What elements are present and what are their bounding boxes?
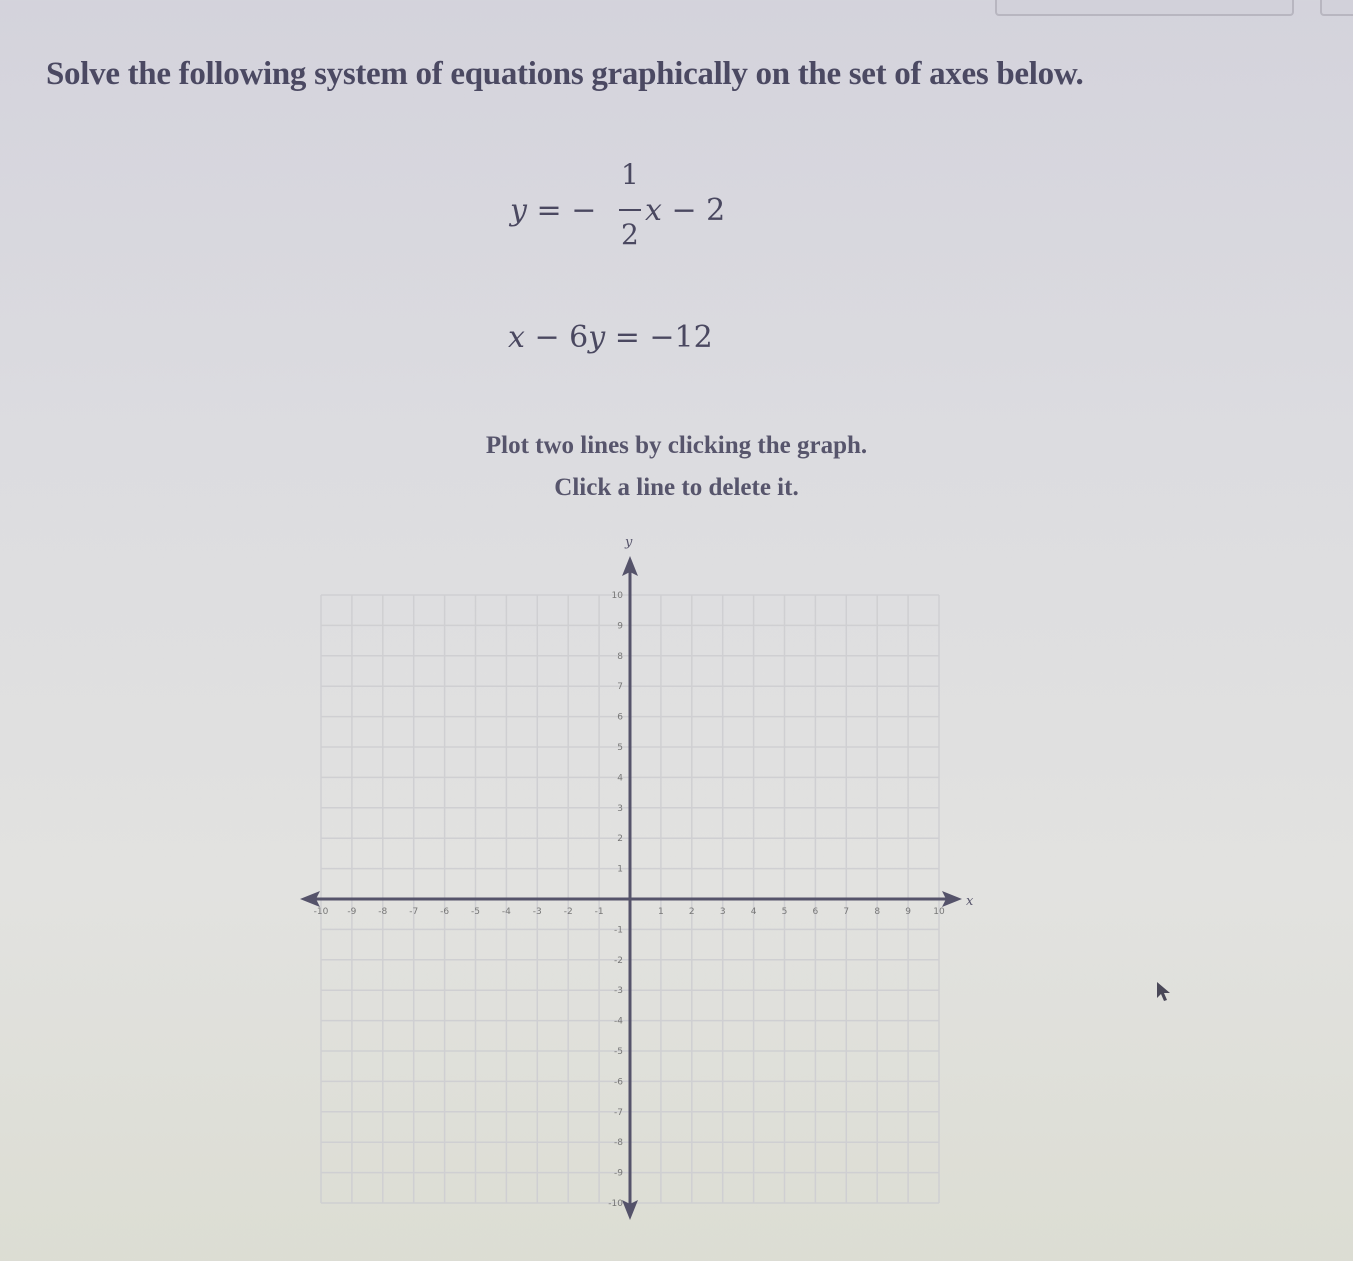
y-tick-label: 2	[617, 834, 623, 845]
eq2-mid: − 6	[524, 320, 589, 355]
instruction-plot: Plot two lines by clicking the graph.	[485, 432, 868, 459]
mouse-cursor-icon	[1155, 980, 1175, 1006]
x-tick-label: 10	[933, 907, 945, 917]
y-tick-label: 7	[617, 682, 623, 693]
y-tick-label: -4	[614, 1016, 623, 1027]
y-tick-label: 8	[617, 651, 623, 662]
y-tick-label: -2	[614, 955, 623, 966]
x-tick-label: 5	[781, 907, 788, 917]
eq2-rhs: = −12	[605, 320, 713, 355]
y-tick-label: -6	[614, 1077, 623, 1088]
x-tick-label: -2	[563, 907, 573, 917]
eq1-numerator: 1	[621, 158, 639, 191]
eq1-var: x	[645, 193, 662, 228]
eq2-x: x	[508, 320, 525, 355]
eq2-y: y	[588, 320, 606, 355]
y-tick-label: 4	[617, 773, 623, 784]
eq1-sign: −	[571, 193, 597, 228]
y-tick-label: -3	[614, 986, 623, 997]
x-tick-label: 4	[750, 907, 757, 917]
x-tick-label: 2	[688, 907, 695, 917]
x-tick-label: -5	[471, 907, 480, 917]
instruction-delete: Click a line to delete it.	[554, 474, 799, 501]
y-tick-label: -1	[614, 925, 623, 936]
eq1-lhs: y	[510, 193, 527, 228]
x-tick-label: -6	[440, 907, 450, 917]
x-tick-label: 7	[843, 907, 850, 917]
y-tick-label: -10	[608, 1199, 623, 1209]
x-tick-label: -1	[594, 907, 604, 917]
y-tick-label: 10	[611, 591, 623, 601]
y-tick-label: 5	[617, 743, 623, 753]
y-tick-label: 6	[617, 712, 623, 723]
eq1-equals: =	[536, 193, 562, 228]
axes	[300, 535, 974, 1220]
eq1-denominator: 2	[621, 218, 639, 251]
y-tick-label: 9	[617, 621, 623, 632]
x-tick-label: -9	[347, 907, 357, 917]
x-tick-label: -3	[532, 907, 542, 917]
x-tick-label: 8	[874, 907, 881, 917]
y-tick-label: -5	[614, 1047, 623, 1057]
x-axis-label: x	[966, 894, 974, 909]
x-tick-label: -4	[501, 907, 511, 917]
y-tick-label: -9	[614, 1168, 623, 1179]
x-tick-label: 1	[658, 907, 664, 917]
eq1-tail: − 2	[671, 193, 726, 228]
question-prompt: Solve the following system of equations graphically on the set of axes below.	[46, 56, 1084, 92]
x-tick-label: 3	[719, 907, 726, 917]
y-tick-label: -7	[614, 1107, 623, 1118]
y-axis-label: y	[625, 535, 633, 550]
x-tick-label: 6	[812, 907, 819, 917]
x-tick-label: -7	[409, 907, 419, 917]
x-tick-label: -8	[378, 907, 388, 917]
x-tick-label: 9	[905, 907, 911, 917]
y-tick-label: 1	[617, 864, 623, 875]
y-tick-label: 3	[617, 803, 623, 814]
x-tick-label: -10	[313, 907, 329, 917]
y-tick-label: -8	[614, 1138, 623, 1149]
